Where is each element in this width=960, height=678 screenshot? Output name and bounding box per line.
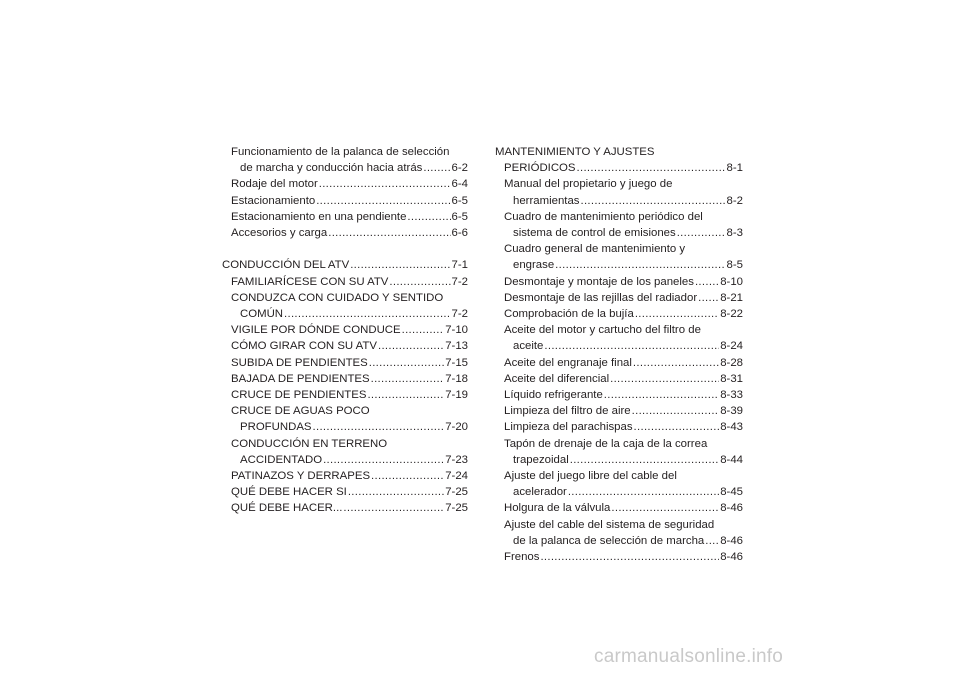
toc-page-number: 8-10: [720, 275, 743, 288]
toc-page-number: 8-33: [720, 389, 743, 402]
toc-entry-title: QUÉ DEBE HACER...: [231, 502, 343, 515]
toc-dot-leader: [570, 452, 719, 468]
toc-entry[interactable]: [222, 387, 468, 403]
toc-section-heading[interactable]: [495, 144, 743, 176]
toc-entry-title: Rodaje del motor: [231, 178, 318, 191]
toc-entry-title: CONDUCCIÓN DEL ATV: [222, 259, 350, 272]
toc-page-number: 8-44: [720, 453, 743, 466]
toc-entry-title: Ajuste del cable del sistema de seguridad: [504, 518, 715, 531]
toc-page-number: 8-43: [720, 421, 743, 434]
toc-dot-leader: [698, 290, 719, 306]
toc-entry[interactable]: [222, 484, 468, 500]
toc-entry-title: CONDUZCA CON CUIDADO Y SENTIDO: [231, 291, 444, 304]
toc-entry[interactable]: [222, 225, 468, 241]
toc-dot-leader: [604, 387, 719, 403]
toc-entry[interactable]: [222, 144, 468, 176]
toc-entry[interactable]: [222, 338, 468, 354]
watermark: carmanualsonline.info: [594, 646, 784, 667]
toc-page-number: 8-24: [720, 340, 743, 353]
toc-dot-leader: [348, 484, 444, 500]
toc-page-number: 8-1: [726, 162, 743, 175]
toc-section-heading[interactable]: [222, 257, 468, 273]
toc-entry-title: sistema de control de emisiones: [513, 227, 676, 240]
toc-entry-title: PROFUNDAS: [240, 421, 312, 434]
toc-dot-leader: [316, 193, 450, 209]
toc-entry-title: Aceite del motor y cartucho del filtro de: [504, 324, 701, 337]
toc-page-number: 8-39: [720, 405, 743, 418]
toc-page-number: 6-5: [451, 194, 468, 207]
toc-entry[interactable]: [495, 500, 743, 516]
toc-entry-title: Tapón de drenaje de la caja de la correa: [504, 437, 708, 450]
toc-page-number: 6-6: [451, 227, 468, 240]
toc-page-number: 8-46: [720, 551, 743, 564]
toc-entry[interactable]: [495, 468, 743, 500]
toc-page-number: 8-46: [720, 534, 743, 547]
toc-entry[interactable]: [495, 290, 743, 306]
toc-entry[interactable]: [495, 241, 743, 273]
toc-entry-title: VIGILE POR DÓNDE CONDUCE: [231, 324, 401, 337]
toc-page-number: 7-15: [445, 356, 468, 369]
toc-dot-leader: [328, 225, 450, 241]
toc-dot-leader: [705, 533, 719, 549]
toc-entry-title: engrase: [513, 259, 555, 272]
toc-entry-title: PATINAZOS Y DERRAPES: [231, 470, 371, 483]
toc-entry-title: PERIÓDICOS: [504, 162, 576, 175]
toc-page-number: 7-18: [445, 372, 468, 385]
toc-dot-leader: [402, 322, 445, 338]
toc-page-number: 8-5: [726, 259, 743, 272]
toc-page-number: 6-4: [451, 178, 468, 191]
toc-entry-title: Aceite del diferencial: [504, 372, 610, 385]
toc-entry-title: CRUCE DE AGUAS POCO: [231, 405, 370, 418]
toc-entry[interactable]: [222, 468, 468, 484]
toc-page-number: 7-24: [445, 470, 468, 483]
toc-entry[interactable]: [222, 176, 468, 192]
toc-entry-title: SUBIDA DE PENDIENTES: [231, 356, 368, 369]
toc-entry-title: Aceite del engranaje final: [504, 356, 632, 369]
toc-page-number: 8-3: [726, 227, 743, 240]
toc-entry-title: Cuadro general de mantenimiento y: [504, 243, 686, 256]
toc-entry[interactable]: [222, 290, 468, 322]
toc-entry[interactable]: [222, 355, 468, 371]
toc-entry-title: herramientas: [513, 194, 580, 207]
toc-entry-title: Comprobación de la bujía: [504, 308, 634, 321]
toc-page-number: 7-10: [445, 324, 468, 337]
toc-entry-title: Limpieza del filtro de aire: [504, 405, 631, 418]
toc-page-number: 8-21: [720, 291, 743, 304]
toc-dot-leader: [568, 484, 719, 500]
toc-entry[interactable]: [495, 549, 743, 565]
toc-page-number: 8-31: [720, 372, 743, 385]
toc-entry-title: Desmontaje y montaje de los paneles: [504, 275, 694, 288]
toc-page-number: 7-2: [451, 308, 468, 321]
toc-entry[interactable]: [222, 209, 468, 225]
toc-page-number: 7-1: [451, 259, 468, 272]
section-gap: [222, 241, 468, 257]
toc-dot-leader: [343, 500, 444, 516]
toc-page-number: 6-5: [451, 210, 468, 223]
toc-entry[interactable]: [495, 403, 743, 419]
toc-entry-title: CÓMO GIRAR CON SU ATV: [231, 340, 377, 353]
toc-entry[interactable]: [495, 436, 743, 468]
toc-dot-leader: [611, 500, 719, 516]
toc-entry-title: FAMILIARÍCESE CON SU ATV: [231, 275, 389, 288]
toc-page-number: 7-25: [445, 486, 468, 499]
toc-entry-title: Estacionamiento en una pendiente: [231, 210, 407, 223]
toc-right-column: [495, 144, 743, 565]
toc-entry[interactable]: [222, 193, 468, 209]
toc-dot-leader: [677, 225, 726, 241]
toc-dot-leader: [635, 306, 719, 322]
toc-entry[interactable]: [495, 176, 743, 208]
toc-dot-leader: [544, 338, 719, 354]
toc-dot-leader: [369, 355, 444, 371]
toc-dot-leader: [371, 468, 444, 484]
toc-entry-title: COMÚN: [240, 308, 284, 321]
toc-entry-title: Estacionamiento: [231, 194, 316, 207]
toc-entry-title: ACCIDENTADO: [240, 453, 323, 466]
toc-entry[interactable]: [222, 403, 468, 435]
toc-dot-leader: [313, 419, 445, 435]
toc-dot-leader: [323, 452, 444, 468]
toc-entry[interactable]: [222, 274, 468, 290]
toc-entry[interactable]: [222, 436, 468, 468]
toc-entry-title: CRUCE DE PENDIENTES: [231, 389, 367, 402]
toc-page-number: 7-20: [445, 421, 468, 434]
toc-entry-title: Desmontaje de las rejillas del radiador: [504, 291, 698, 304]
toc-dot-leader: [634, 419, 720, 435]
toc-entry-title: de marcha y conducción hacia atrás: [240, 162, 423, 175]
toc-page-number: 8-2: [726, 194, 743, 207]
toc-page-number: 7-2: [451, 275, 468, 288]
toc-page-number: 8-45: [720, 486, 743, 499]
toc-entry[interactable]: [495, 209, 743, 241]
toc-page-number: 6-2: [451, 162, 468, 175]
toc-entry-title: Funcionamiento de la palanca de selección: [231, 146, 450, 158]
toc-dot-leader: [633, 355, 719, 371]
toc-entry[interactable]: [495, 355, 743, 371]
toc-dot-leader: [407, 209, 450, 225]
toc-entry[interactable]: [222, 371, 468, 387]
toc-entry-title: Manual del propietario y juego de: [504, 178, 673, 191]
toc-page-number: 8-46: [720, 502, 743, 515]
toc-dot-leader: [555, 257, 725, 273]
toc-entry-title: de la palanca de selección de marcha: [513, 534, 705, 547]
toc-dot-leader: [319, 176, 451, 192]
toc-dot-leader: [371, 371, 445, 387]
toc-entry-title: BAJADA DE PENDIENTES: [231, 372, 370, 385]
toc-entry-title: MANTENIMIENTO Y AJUSTES: [495, 146, 655, 158]
toc-entry[interactable]: [495, 387, 743, 403]
toc-entry-title: Holgura de la válvula: [504, 502, 611, 515]
toc-entry-title: Ajuste del juego libre del cable del: [504, 470, 677, 483]
toc-entry[interactable]: [495, 371, 743, 387]
toc-page-number: 7-19: [445, 389, 468, 402]
toc-entry-title: Líquido refrigerante: [504, 389, 603, 402]
toc-page-number: 7-25: [445, 502, 468, 515]
toc-page-number: 8-28: [720, 356, 743, 369]
toc-entry[interactable]: [495, 517, 743, 549]
toc-entry-title: acelerador: [513, 486, 567, 499]
toc-page-number: 7-23: [445, 453, 468, 466]
toc-entry-title: Cuadro de mantenimiento periódico del: [504, 210, 703, 223]
toc-dot-leader: [423, 160, 450, 176]
toc-entry-title: aceite: [513, 340, 544, 353]
toc-entry[interactable]: [495, 322, 743, 354]
toc-entry-title: CONDUCCIÓN EN TERRENO: [231, 437, 388, 450]
toc-dot-leader: [695, 274, 719, 290]
toc-entry[interactable]: [222, 322, 468, 338]
toc-dot-leader: [610, 371, 719, 387]
toc-entry[interactable]: [495, 419, 743, 435]
toc-entry-title: Accesorios y carga: [231, 227, 328, 240]
toc-dot-leader: [580, 193, 725, 209]
toc-dot-leader: [284, 306, 451, 322]
toc-dot-leader: [378, 338, 444, 354]
toc-page-number: 8-22: [720, 308, 743, 321]
toc-dot-leader: [577, 160, 726, 176]
toc-dot-leader: [389, 274, 450, 290]
toc-entry-title: Limpieza del parachispas: [504, 421, 633, 434]
toc-entry[interactable]: [495, 306, 743, 322]
toc-left-column: [222, 144, 468, 517]
toc-dot-leader: [367, 387, 444, 403]
toc-entry-title: Frenos: [504, 551, 540, 564]
toc-entry[interactable]: [495, 274, 743, 290]
toc-dot-leader: [540, 549, 719, 565]
toc-entry-title: QUÉ DEBE HACER SI: [231, 486, 347, 499]
toc-entry[interactable]: [222, 500, 468, 516]
toc-entry-title: trapezoidal: [513, 453, 569, 466]
toc-dot-leader: [350, 257, 450, 273]
toc-page-number: 7-13: [445, 340, 468, 353]
toc-dot-leader: [632, 403, 720, 419]
